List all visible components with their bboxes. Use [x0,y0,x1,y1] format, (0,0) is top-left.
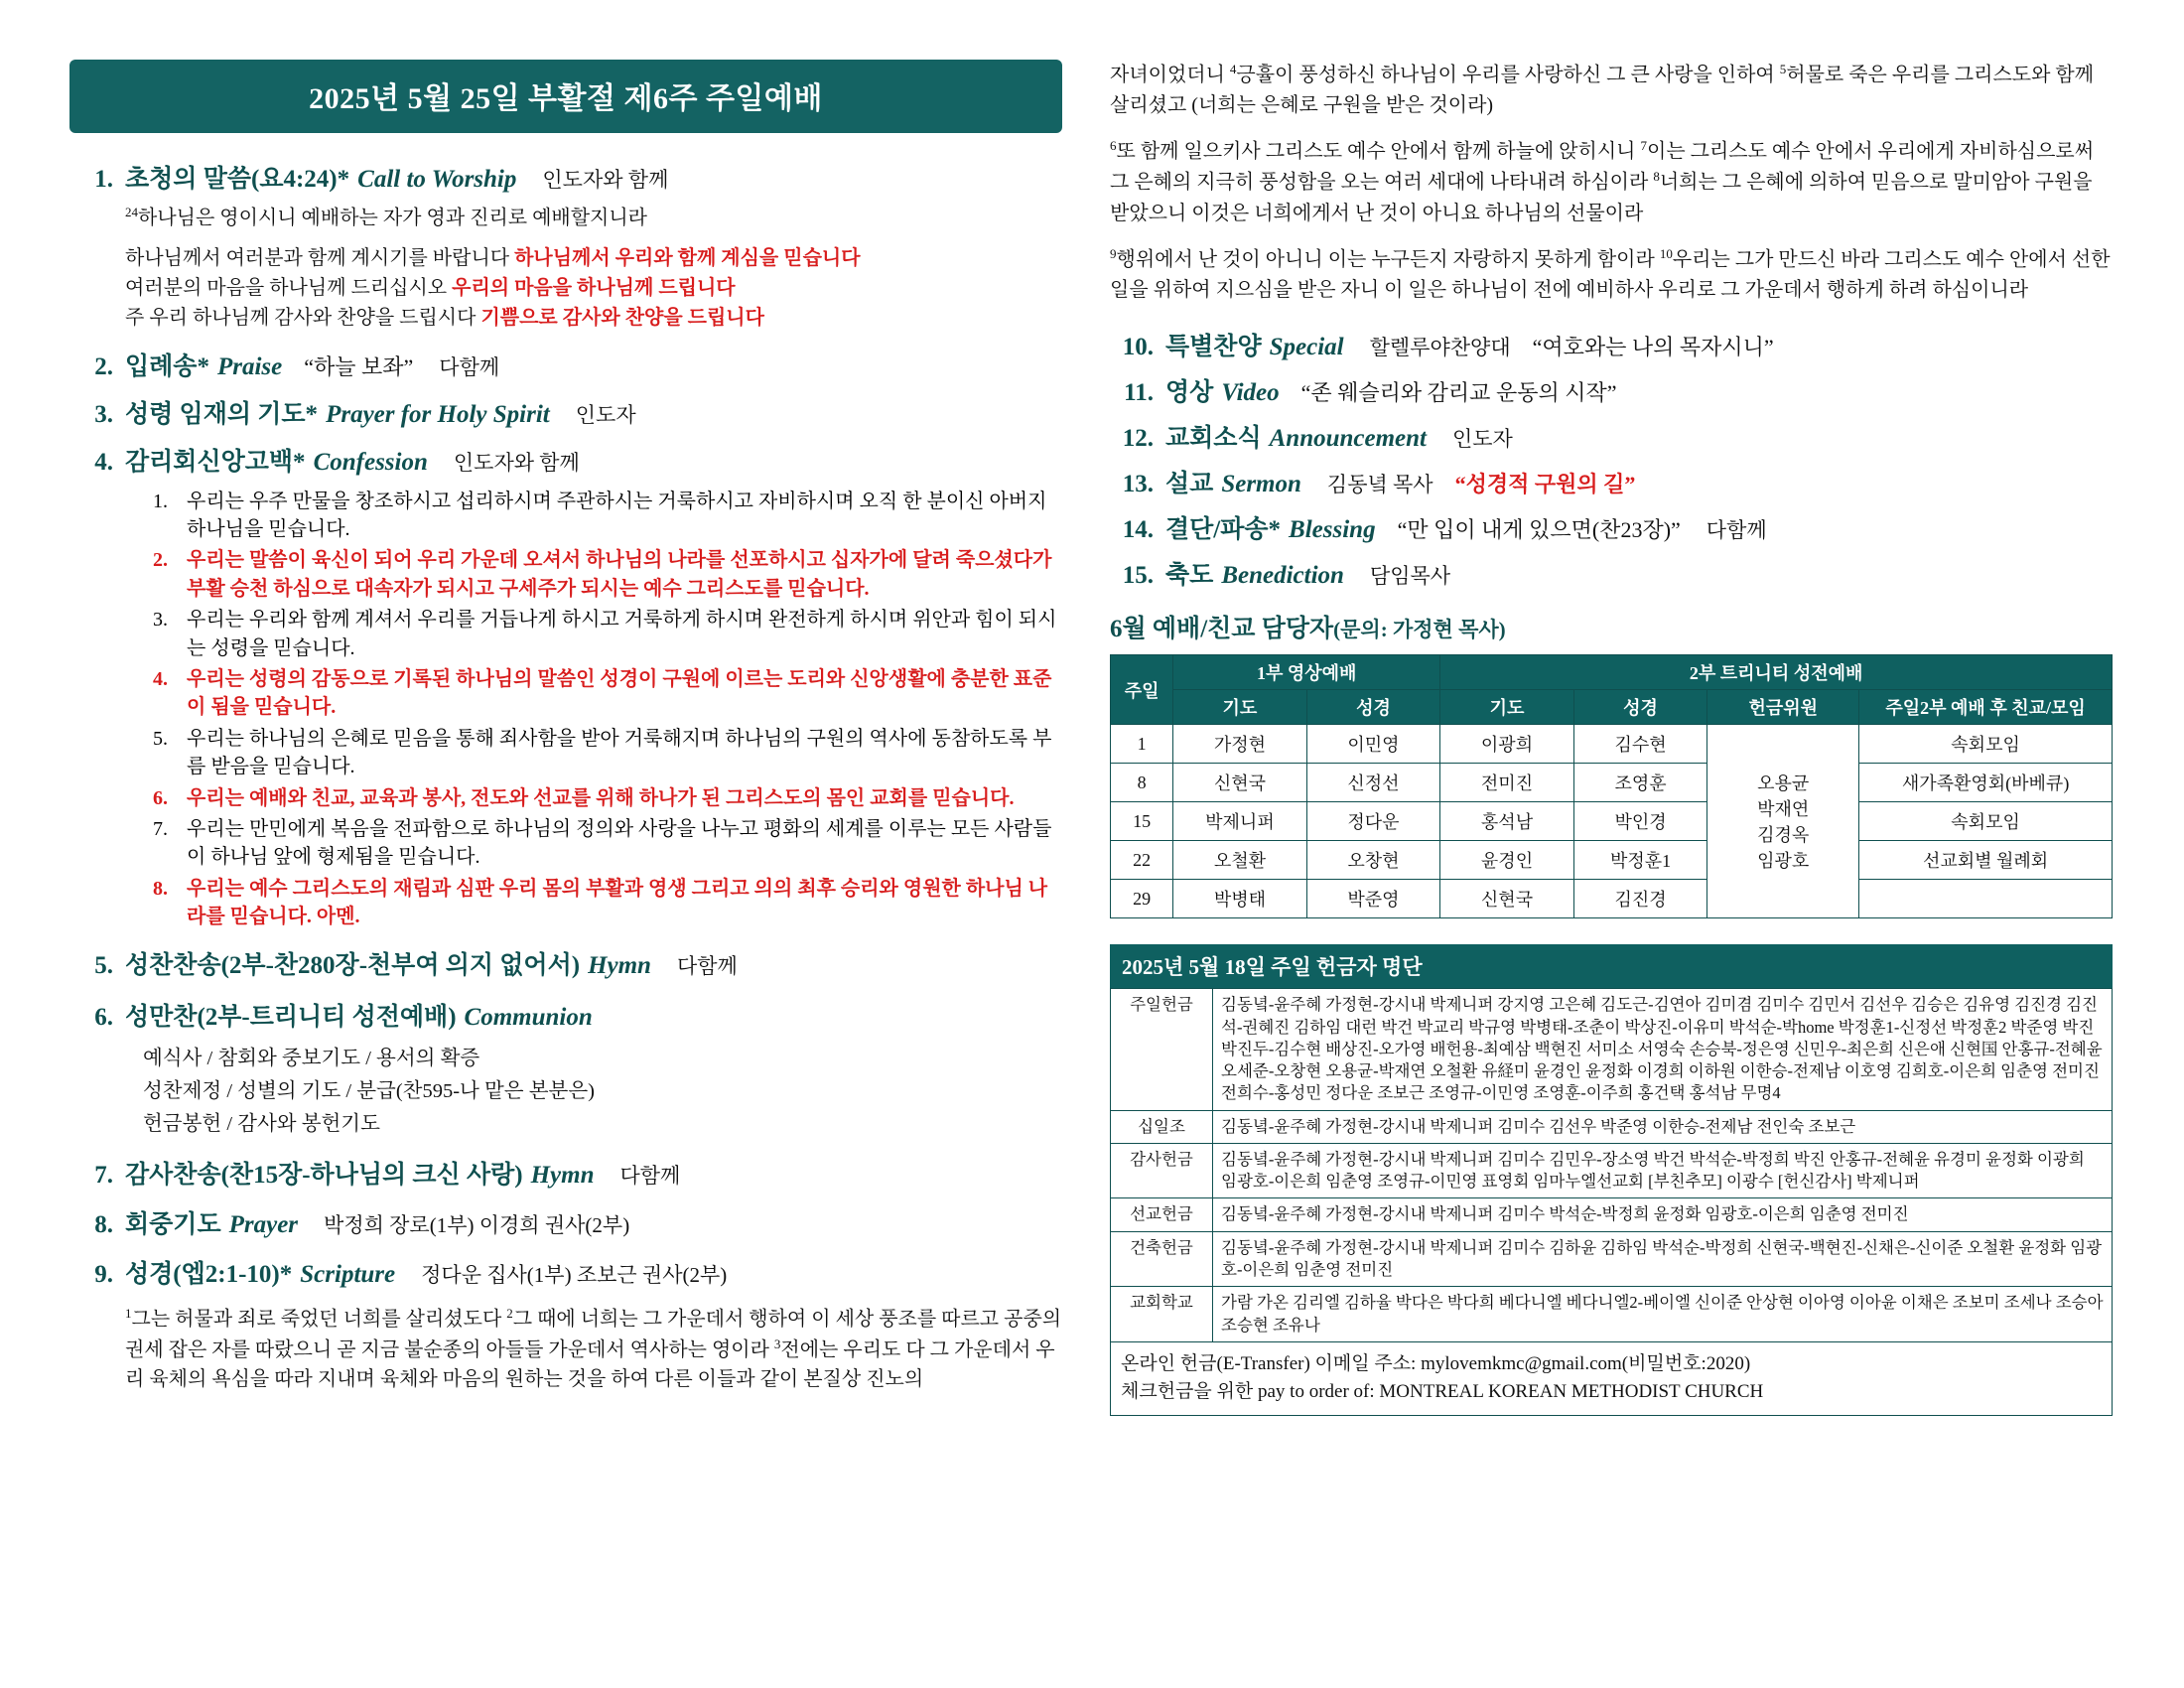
order-label-ko: 설교 [1165,471,1214,498]
responsive-line [125,243,1062,273]
order-assignee: 다함께 [676,953,738,978]
order-quote: “만 입이 내게 있으면(찬23장)” [1397,517,1681,543]
order-number: 7. [94,1162,113,1190]
cheque-line: 체크헌금을 위한 pay to order of: MONTREAL KOREAN METHODIST CHURCH [1121,1381,1764,1403]
donor-category: 건축헌금 [1111,1231,1213,1287]
order-label-en: Sermon [1221,471,1301,498]
list-item [153,815,1062,872]
order-label-ko: 성령 임재의 기도* [125,400,319,428]
duty-fellowship: 선교회별 월례회 [1859,841,2113,880]
order-label-ko: 입례송* [125,352,209,380]
order-assignee: 인도자와 함께 [542,168,669,192]
item-number: 3. [153,609,168,632]
order-number: 14. [1122,516,1154,544]
order-label-en: Scripture [300,1261,396,1289]
duty-header: 성경 [1573,690,1707,725]
duty-cell: 김진경 [1573,880,1707,918]
sermon-title: “성경적 구원의 길” [1454,472,1636,497]
item-text: 우리는 예수 그리스도의 재림과 심판 우리 몸의 부활과 영생 그리고 의의 최후 승리와 영원한 하나님 나라를 믿습니다. 아멘. [187,877,1048,928]
order-label-ko: 영상 [1165,379,1214,407]
order-label-ko: 초청의 말씀(요4:24)* [125,166,350,193]
table-row [1111,1110,2113,1143]
order-assignee: 인도자 [575,402,636,427]
communion-line: 성찬제정 / 성별의 기도 / 분급(찬595-나 맡은 본분은) [143,1079,595,1102]
committee-member: 임광호 [1757,851,1810,872]
item-text: 우리는 우리와 함께 계셔서 우리를 거듭나게 하시고 거룩하게 하시며 완전하게 하시며 위안과 힘이 되시는 성령을 믿습니다. [187,609,1057,659]
duty-cell: 김수현 [1573,725,1707,764]
order-label-en: Praise [216,352,283,380]
list-item [153,784,1062,812]
table-row [1111,841,2113,880]
order-item-15 [1110,555,2113,591]
offering-committee-cell [1707,725,1859,918]
duty-table [1110,654,2113,918]
item-text: 우리는 만민에게 복음을 전파함으로 하나님의 정의와 사랑을 나누고 평화의 세계를 이루는 모든 사람들이 하나님 앞에 형제됨을 믿습니다. [187,817,1052,869]
duty-col-week: 주일 [1111,655,1173,725]
duty-cell: 정다운 [1306,802,1440,841]
duty-header: 성경 [1306,690,1440,725]
right-column [1110,60,2113,1416]
duty-week: 15 [1111,802,1173,841]
item-text: 우리는 하나님의 은혜로 믿음을 통해 죄사함을 받아 거룩해지며 하나님의 구원의 역사에 동참하도록 부름 받음을 믿습니다. [187,727,1052,778]
duty-fellowship: 속회모임 [1859,802,2113,841]
duty-cell: 조영훈 [1573,764,1707,802]
people-line: 기쁨으로 감사와 찬양을 드립니다 [480,306,764,329]
order-number: 9. [94,1261,113,1289]
verse-number: 24 [125,205,138,219]
item-number: 2. [153,549,168,572]
donor-category: 선교헌금 [1111,1198,1213,1231]
donor-category: 교회학교 [1111,1287,1213,1342]
order-number: 15. [1122,562,1154,590]
list-item [153,606,1062,662]
duty-header: 기도 [1440,690,1574,725]
order-label-en: Video [1221,379,1280,407]
item-text: 우리는 예배와 친교, 교육과 봉사, 전도와 선교를 위해 하나가 된 그리스도의 몸인 교회를 믿습니다. [187,786,1015,809]
duty-group-2: 2부 트리니티 성전예배 [1440,655,2113,690]
people-line: 우리의 마음을 하나님께 드립니다 [452,276,736,299]
order-label-en: Hymn [530,1162,595,1190]
communion-sublines [143,1043,1062,1142]
duty-header: 기도 [1173,690,1307,725]
call-to-worship-verse [125,203,1062,233]
table-row [1111,880,2113,918]
order-label-ko: 회중기도 [125,1211,221,1239]
order-label-ko: 결단/파송* [1165,516,1282,544]
order-item-8 [69,1204,1062,1240]
scripture-text-part3: $^6$또 함께 일으키사 그리스도 예수 안에서 함께 하늘에 앉히시니 $^7$이는 그리스도 예수 안에서 우리에게 자비하심으로써 그 은혜의 지극히 풍성함을 오는 여러 세대에 나타내려 하심이라 $^8$너희는 그 은혜에 의하여 믿음으로 말미암아 구원을 받았으니 이것은 너희에게서 난 것이 아니요 하나님의 선물이라 [1110,138,2095,224]
duty-title-sub: (문의: 가정현 목사) [1333,618,1506,642]
duty-cell: 윤경인 [1440,841,1574,880]
list-item [153,665,1062,722]
table-row [1111,1231,2113,1287]
item-number: 8. [153,877,168,900]
order-label-ko: 특별찬양 [1165,334,1262,361]
duty-cell: 박정훈1 [1573,841,1707,880]
etransfer-line: 온라인 헌금(E-Transfer) 이메일 주소: mylovemkmc@gmail.com(비밀번호:2020) [1121,1352,1751,1374]
donor-names: 김동녘-윤주혜 가정현-강시내 박제니퍼 김미수 김민우-장소영 박건 박석순-박정희 박진 안홍규-전혜윤 유경미 윤정화 이광희 임광호-이은희 임춘영 조영규-이민영 표영회 임마누엘선교회 [부친추모] 이광수 [헌신감사] 박제니퍼 [1213,1143,2113,1198]
communion-line: 예식사 / 참회와 중보기도 / 용서의 확증 [143,1047,480,1069]
duty-cell: 신정선 [1306,764,1440,802]
scripture-text-part4: $^9$행위에서 난 것이 아니니 이는 누구든지 자랑하지 못하게 함이라 $^{10}$우리는 그가 만드신 바라 그리스도 예수 안에서 선한 일을 위하여 지으심을 받은 자니 이 일은 하나님이 전에 예비하사 우리로 그 가운데서 행하게 하려 하심이니라 [1110,245,2111,301]
donor-names: 가람 가온 김리엘 김하율 박다은 박다희 베다니엘 베다니엘2-베이엘 신이준 안상현 이아영 이아윤 이채은 조보미 조세나 조승아 조승현 조유나 [1213,1287,2113,1342]
order-number: 4. [94,448,113,476]
item-number: 1. [153,490,168,512]
order-number: 5. [94,951,113,979]
order-label-ko: 감리회신앙고백* [125,448,306,476]
order-label-en: Announcement [1269,425,1427,453]
duty-week: 1 [1111,725,1173,764]
committee-member: 오용균 [1757,774,1810,794]
item-number: 5. [153,727,168,750]
order-number: 13. [1122,471,1154,498]
order-assignee: 담임목사 [1369,564,1451,589]
order-item-13 [1110,464,2113,499]
left-column [69,60,1062,1416]
order-assignee: 박정희 장로(1부) 이경희 권사(2부) [324,1213,630,1238]
committee-member: 김경옥 [1757,825,1810,846]
duty-cell: 이광희 [1440,725,1574,764]
donor-category: 주일헌금 [1111,989,1213,1110]
table-row [1111,802,2113,841]
order-item-2 [69,347,1062,382]
duty-cell: 신현국 [1440,880,1574,918]
order-assignee: 다함께 [439,354,500,379]
duty-cell: 홍석남 [1440,802,1574,841]
order-item-11 [1110,372,2113,408]
order-quote: “존 웨슬리와 감리교 운동의 시작” [1300,380,1617,406]
order-number: 6. [94,1003,113,1031]
order-label-en: Special [1269,334,1344,361]
item-number: 6. [153,786,168,809]
donor-section-title: 2025년 5월 18일 주일 헌금자 명단 [1110,944,2113,988]
order-label-ko: 교회소식 [1165,425,1262,453]
order-item-1 [69,159,1062,195]
duty-cell: 박준영 [1306,880,1440,918]
order-assignee: 김동녘 목사 [1326,473,1433,497]
order-label-en: Prayer [228,1211,299,1239]
order-item-5 [69,945,1062,981]
confession-list [153,488,1062,931]
verse-text: 하나님은 영이시니 예배하는 자가 영과 진리로 예배할지니라 [138,207,647,229]
order-item-4 [69,442,1062,478]
duty-cell: 박병태 [1173,880,1307,918]
order-item-6 [69,997,1062,1033]
list-item [153,546,1062,603]
order-label-en: Call to Worship [357,166,517,193]
order-item-3 [69,394,1062,430]
order-label-en: Communion [464,1003,593,1031]
item-text: 우리는 말씀이 육신이 되어 우리 가운데 오셔서 하나님의 나라를 선포하시고 십자가에 달려 죽으셨다가 부활 승천 하심으로 대속자가 되시고 구세주가 되시는 예수 그리스도를 믿습니다. [187,549,1052,600]
order-item-12 [1110,418,2113,454]
responsive-line [125,303,1062,333]
duty-cell: 오창현 [1306,841,1440,880]
table-row [1111,1143,2113,1198]
duty-cell: 박인경 [1573,802,1707,841]
duty-group-1: 1부 영상예배 [1173,655,1440,690]
order-assignee: 할렐루야찬양대 [1369,336,1511,360]
donor-names: 김동녘-윤주혜 가정현-강시내 박제니퍼 김미수 김선우 박준영 이한승-전제남 전인숙 조보근 [1213,1110,2113,1143]
two-column-layout [69,60,2115,1416]
table-row [1111,1287,2113,1342]
order-quote: “하늘 보좌” [304,353,414,379]
leader-line: 하나님께서 여러분과 함께 계시기를 바랍니다 [125,246,510,269]
order-number: 3. [94,400,113,428]
order-label-en: Blessing [1289,516,1376,544]
table-row [1111,989,2113,1110]
communion-line: 헌금봉헌 / 감사와 봉헌기도 [143,1112,380,1135]
duty-header: 주일2부 예배 후 친교/모임 [1859,690,2113,725]
item-text: 우리는 우주 만물을 창조하시고 섭리하시며 주관하시는 거룩하시고 자비하시며 오직 한 분이신 아버지 하나님을 믿습니다. [187,490,1047,541]
duty-cell: 가정현 [1173,725,1307,764]
table-row [1111,764,2113,802]
item-number: 4. [153,668,168,690]
responsive-line [125,273,1062,303]
order-label-en: Hymn [588,951,651,979]
order-label-en: Confession [313,448,428,476]
page-title: 2025년 5월 25일 부활절 제6주 주일예배 [69,60,1062,133]
order-number: 8. [94,1211,113,1239]
order-number: 12. [1122,425,1154,453]
donor-names: 김동녘-윤주혜 가정현-강시내 박제니퍼 강지영 고은혜 김도근-김연아 김미겸 김미수 김민서 김선우 김승은 김유영 김진경 김진석-권혜진 김하임 대런 박건 박교리 박규영 박병태-조춘이 박상진-이유미 박석순-박home 박정훈1-신정선 박정훈2 박준영 박진 박진두-김수현 배상진-오가영 배헌용-최예삼 백현진 서미소 서영숙 손승북-정은영 신민우-최은희 신은애 신현国 안홍규-전혜윤 오세준-오창현 오용균-박재연 오철환 유経미 윤경인 윤정화 이경희 이하원 이한승-전제남 이호영 김희호-이은희 임춘영 전미진 전희수-홍성민 정다운 조보근 조영규-이민영 조영훈-이주희 홍건택 홍석남 무명4 [1213,989,2113,1110]
list-item [153,875,1062,931]
duty-fellowship: 속회모임 [1859,725,2113,764]
order-item-14 [1110,509,2113,545]
donor-table [1110,988,2113,1341]
order-number: 2. [94,352,113,380]
order-number: 10. [1122,334,1154,361]
duty-cell: 신현국 [1173,764,1307,802]
donor-names: 김동녘-윤주혜 가정현-강시내 박제니퍼 김미수 김하윤 김하임 박석순-박정희 신현국-백현진-신채은-신이준 오철환 윤정화 임광호-이은희 임춘영 전미진 [1213,1231,2113,1287]
responsive-reading [125,243,1062,333]
order-number: 11. [1124,379,1154,407]
order-item-7 [69,1155,1062,1191]
order-label-ko: 성찬찬송(2부-찬280장-천부여 의지 없어서) [125,951,581,979]
donor-category: 십일조 [1111,1110,1213,1143]
order-label-en: Prayer for Holy Spirit [326,400,550,428]
order-assignee: 인도자와 함께 [453,450,580,475]
order-item-9 [69,1254,1062,1290]
duty-section-title [1110,609,2113,644]
duty-header: 헌금위원 [1707,690,1859,725]
duty-title-ko: 6월 예배/친교 담당자 [1110,616,1334,643]
order-label-en: Benediction [1221,562,1344,590]
duty-fellowship: 새가족환영회(바베큐) [1859,764,2113,802]
order-label-ko: 감사찬송(찬15장-하나님의 크신 사랑) [125,1162,523,1190]
leader-line: 여러분의 마음을 하나님께 드리십시오 [125,276,448,299]
order-assignee: 다함께 [619,1164,681,1189]
scripture-text-part1: $^1$그는 허물과 죄로 죽었던 너희를 살리셨도다 $^2$그 때에 너희는 그 가운데서 행하여 이 세상 풍조를 따르고 공중의 권세 잡은 자를 따랐으니 곧 지금 불순종의 아들들 가운데서 역사하는 영이라 $^3$전에는 우리도 다 그 가운데서 우리 육체의 욕심을 따라 지내며 육체와 마음의 원하는 것을 하여 다른 이들과 같이 본질상 진노의 [125,1306,1062,1391]
offering-footer [1110,1342,2113,1416]
duty-cell: 이민영 [1306,725,1440,764]
committee-member: 박재연 [1757,799,1810,820]
order-label-ko: 성만찬(2부-트리니티 성전예배) [125,1003,457,1031]
order-item-10 [1110,327,2113,362]
duty-cell: 박제니퍼 [1173,802,1307,841]
table-row [1111,1198,2113,1231]
list-item [153,488,1062,544]
duty-week: 29 [1111,880,1173,918]
donor-names: 김동녘-윤주혜 가정현-강시내 박제니퍼 김미수 박석순-박정희 윤정화 임광호-이은희 임춘영 전미진 [1213,1198,2113,1231]
item-number: 7. [153,817,168,840]
order-assignee: 인도자 [1451,427,1513,452]
duty-week: 8 [1111,764,1173,802]
order-assignee: 다함께 [1706,518,1767,543]
duty-cell: 오철환 [1173,841,1307,880]
item-text: 우리는 성령의 감동으로 기록된 하나님의 말씀인 성경이 구원에 이르는 도리와 신앙생활에 충분한 표준이 됨을 믿습니다. [187,668,1052,719]
order-assignee: 정다운 집사(1부) 조보근 권사(2부) [421,1263,728,1288]
donor-category: 감사헌금 [1111,1143,1213,1198]
duty-week: 22 [1111,841,1173,880]
order-label-ko: 축도 [1165,562,1214,590]
duty-cell: 전미진 [1440,764,1574,802]
people-line: 하나님께서 우리와 함께 계심을 믿습니다 [514,246,861,269]
duty-fellowship [1859,880,2113,918]
order-label-ko: 성경(엡2:1-10)* [125,1261,293,1289]
scripture-text-part2: 자녀이었더니 $^4$긍휼이 풍성하신 하나님이 우리를 사랑하신 그 큰 사랑을 인하여 $^5$허물로 죽은 우리를 그리스도와 함께 살리셨고 (너희는 은혜로 구원을 받은 것이라) [1110,62,2095,117]
leader-line: 주 우리 하나님께 감사와 찬양을 드립시다 [125,306,477,329]
table-row [1111,725,2113,764]
list-item [153,725,1062,781]
order-quote: “여호와는 나의 목자시니” [1532,335,1774,360]
order-number: 1. [94,166,113,193]
